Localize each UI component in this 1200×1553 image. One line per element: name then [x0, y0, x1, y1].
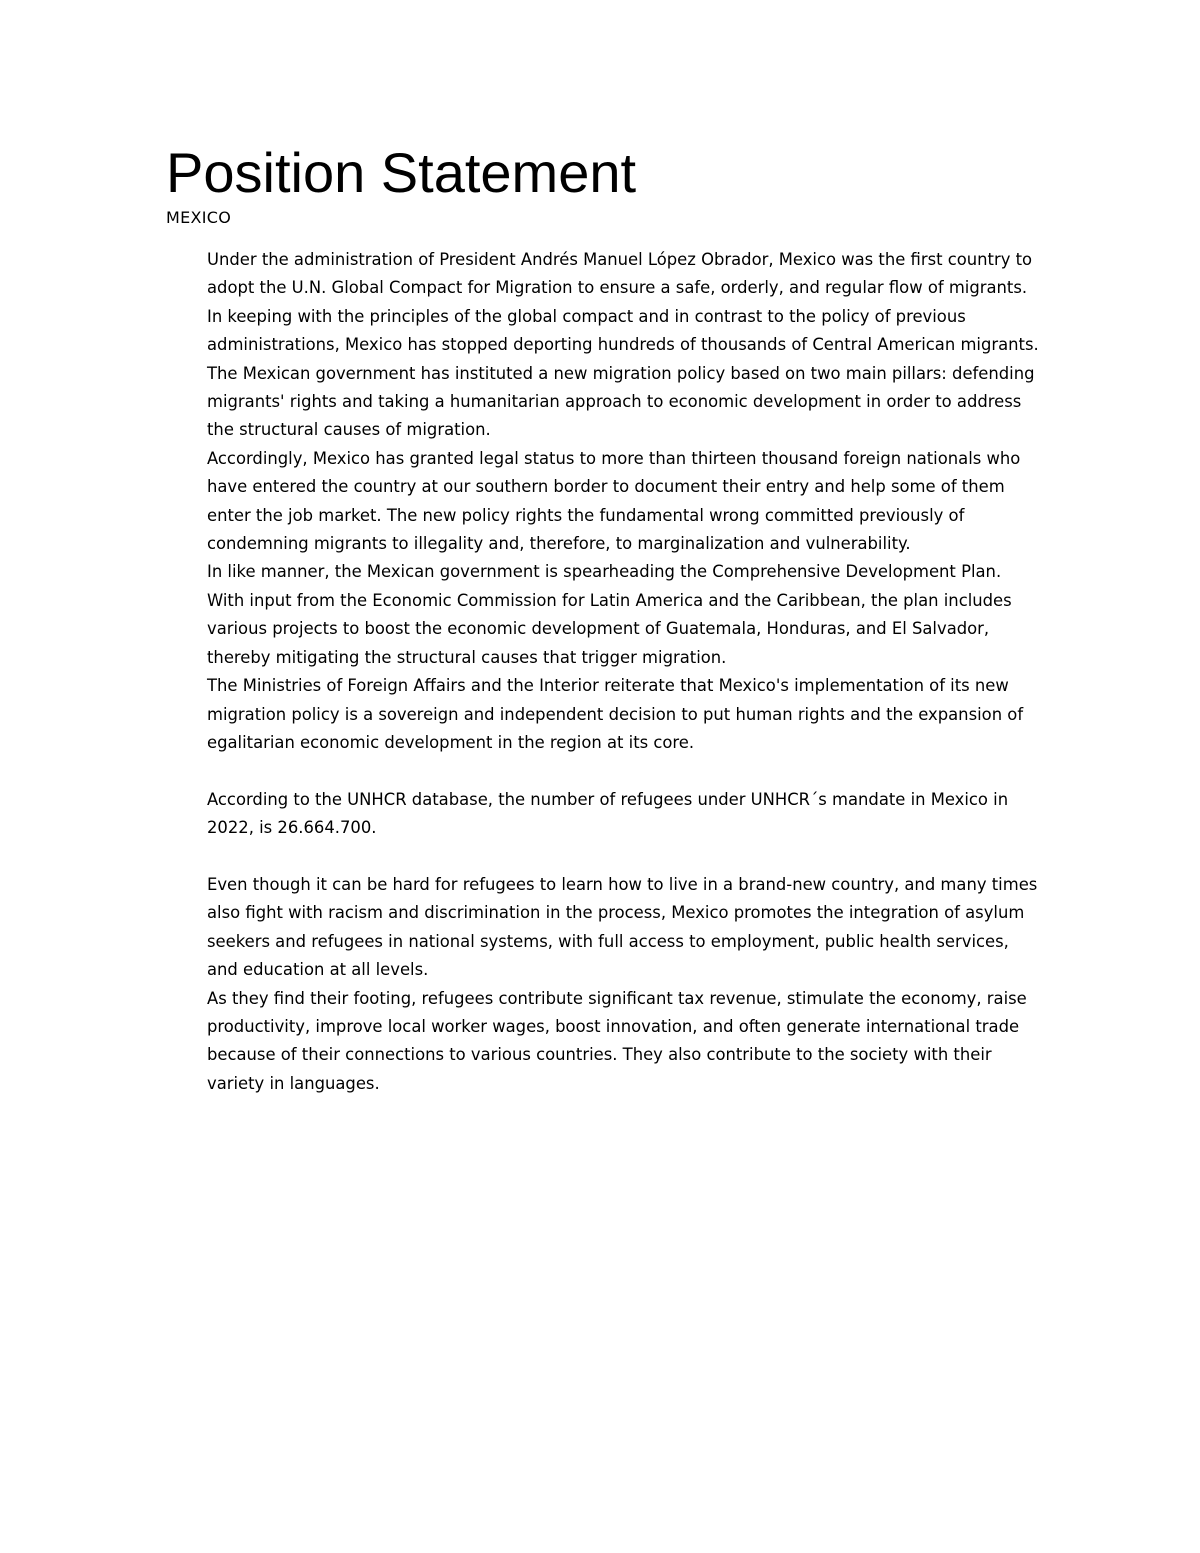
country-label: MEXICO: [166, 208, 232, 227]
paragraph-unhcr: According to the UNHCR database, the number of refugees under UNHCR´s mandate in Mexico in 2022, is 26.664.700.: [207, 789, 1009, 838]
paragraph-contributions: As they find their footing, refugees contribute significant tax revenue, stimulate the economy, raise productivity, improve local worker wages, boost innovation, and often generate international trade because of their connections to various countries. They also contribute to the society with their variety in languages.: [207, 988, 1027, 1093]
paragraph-legal-status: Accordingly, Mexico has granted legal status to more than thirteen thousand foreign nationals who have entered the country at our southern border to document their entry and help some of them enter the job market. The new policy rights the fundamental wrong committed previously of condemning migrants to illegality and, therefore, to marginalization and vulnerability.: [207, 448, 1021, 554]
paragraph-pillars: The Mexican government has instituted a new migration policy based on two main pillars: defending migrants' rights and taking a humanitarian approach to economic development in order to address the structural causes of migration.: [207, 363, 1035, 440]
paragraph-ministries: The Ministries of Foreign Affairs and the Interior reiterate that Mexico's implementation of its new migration policy is a sovereign and independent decision to put human rights and the expansion of egalitarian economic development in the region at its core.: [207, 676, 1024, 752]
body-text: [207, 246, 1042, 1098]
paragraph-development-plan: In like manner, the Mexican government is spearheading the Comprehensive Development Plan. With input from the Economic Commission for Latin America and the Caribbean, the plan includes various projects to boost the economic development of Guatemala, Honduras, and El Salvador, thereby mitigating the structural causes that trigger migration.: [207, 562, 1012, 667]
paragraph-compact: Under the administration of President Andrés Manuel López Obrador, Mexico was the first country to adopt the U.N. Global Compact for Migration to ensure a safe, orderly, and regular flow of migrants. In keeping with the principles of the global compact and in contrast to the policy of previous administrations, Mexico has stopped deporting hundreds of thousands of Central American migrants.: [207, 250, 1039, 355]
paragraph-integration: Even though it can be hard for refugees to learn how to live in a brand-new country, and many times also fight with racism and discrimination in the process, Mexico promotes the integration of asylum seekers and refugees in national systems, with full access to employment, public health services, and education at all levels.: [207, 874, 1038, 980]
page-title: Position Statement: [166, 141, 637, 204]
